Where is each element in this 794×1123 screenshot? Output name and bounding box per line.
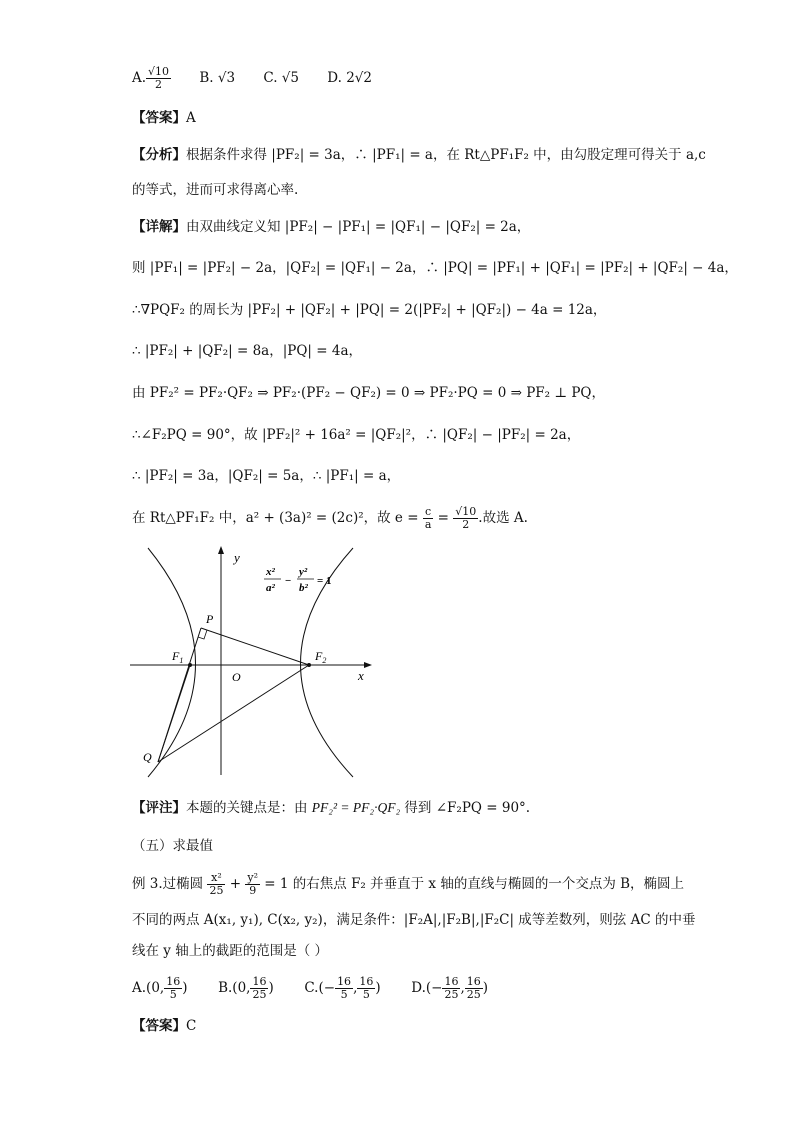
detail-line-2: 则 |PF₁| = |PF₂| − 2a，|QF₂| = |QF₁| − 2a，∴ |PQ| = |PF₁| + |QF₁| = |PF₂| + |QF₂| − 4a， bbox=[132, 260, 738, 276]
point-f2-label: $F_2$ bbox=[315, 649, 327, 665]
detail-line-4: ∴ |PF₂| + |QF₂| = 8a，|PQ| = 4a， bbox=[132, 343, 362, 359]
origin-label: O bbox=[232, 670, 241, 684]
point-f1 bbox=[188, 663, 192, 667]
option-c: C. √5 bbox=[263, 70, 299, 86]
svg-text:−: − bbox=[285, 575, 292, 587]
detail-line-7: ∴ |PF₂| = 3a，|QF₂| = 5a，∴ |PF₁| = a， bbox=[132, 468, 401, 484]
detail-line-3: ∴∇PQF₂ 的周长为 |PF₂| + |QF₂| + |PQ| = 2(|PF₂| + |QF₂|) − 4a = 12a， bbox=[132, 302, 607, 318]
point-q-label: Q bbox=[143, 750, 152, 764]
y-axis-label: y bbox=[234, 550, 240, 565]
section-title: （五）求最值 bbox=[132, 838, 213, 854]
hyperbola-equation bbox=[264, 566, 332, 594]
option2-b: B.(0, $\frac{16}{25}$ ) bbox=[218, 975, 274, 1001]
svg-text:y²: y² bbox=[299, 566, 308, 578]
answer-2: 【答案】C bbox=[132, 1018, 197, 1034]
hyperbola-figure bbox=[128, 540, 378, 780]
svg-text:x²: x² bbox=[266, 566, 275, 578]
option-a-fraction: $\frac{√10}{2}$ bbox=[148, 65, 170, 91]
analysis-line-1: 【分析】根据条件求得 |PF₂| = 3a，∴ |PF₁| = a，在 Rt△PF₁F₂ 中，由勾股定理可得关于 a,c bbox=[132, 147, 706, 163]
x-axis-label: x bbox=[358, 668, 364, 683]
segment-pf2 bbox=[201, 628, 309, 665]
option-d: D. 2√2 bbox=[327, 70, 372, 86]
svg-text:= 1: = 1 bbox=[317, 575, 332, 587]
point-f2 bbox=[307, 663, 311, 667]
option2-a: A.(0, $\frac{16}{5}$ ) bbox=[132, 975, 188, 1001]
example3-line-3: 线在 y 轴上的截距的范围是（ ） bbox=[132, 943, 329, 959]
option2-c: C.(− $\frac{16}{5}$ , $\frac{16}{5}$ ) bbox=[304, 975, 381, 1001]
x-axis-arrow bbox=[364, 662, 372, 668]
point-p-label: P bbox=[206, 612, 214, 626]
detail-line-8: 在 Rt△PF₁F₂ 中，a² + (3a)² = (2c)²，故 e = $\frac{c}{a}$ = $\frac{√10}{2}$ .故选 A. bbox=[132, 505, 528, 531]
option-b: B. √3 bbox=[199, 70, 236, 86]
options-row-2 bbox=[132, 976, 488, 1001]
options-row-1 bbox=[132, 66, 372, 91]
example3-line-2: 不同的两点 A(x₁, y₁), C(x₂, y₂)，满足条件：|F₂A|,|F₂B|,|F₂C| 成等差数列，则弦 AC 的中垂 bbox=[132, 912, 696, 928]
detail-line-6: ∴∠F₂PQ = 90°，故 |PF₂|² + 16a² = |QF₂|²，∴ |QF₂| − |PF₂| = 2a， bbox=[132, 427, 581, 443]
y-axis-arrow bbox=[218, 546, 224, 554]
answer-1: 【答案】A bbox=[132, 110, 196, 126]
svg-text:b²: b² bbox=[299, 582, 308, 594]
option2-d: D.(− $\frac{16}{25}$ , $\frac{16}{25}$ ) bbox=[411, 975, 489, 1001]
point-f1-label: $F_1$ bbox=[172, 649, 184, 665]
svg-text:a²: a² bbox=[266, 582, 275, 594]
option-a-label: A. bbox=[132, 70, 147, 86]
example3-line-1: 例 3.过椭圆 $\frac{\text{x²}}{25}$ + $\frac{\text{y²}}{9}$ = 1 的右焦点 F₂ 并垂直于 x 轴的直线与椭圆的一个交点为 B，椭圆上 bbox=[132, 871, 685, 897]
detail-line-5: 由 PF₂² = PF₂·QF₂ ⇒ PF₂·(PF₂ − QF₂) = 0 ⇒ PF₂·PQ = 0 ⇒ PF₂ ⊥ PQ， bbox=[132, 385, 605, 401]
analysis-line-2: 的等式，进而可求得离心率. bbox=[132, 182, 299, 198]
detail-line-1: 【详解】由双曲线定义知 |PF₂| − |PF₁| = |QF₁| − |QF₂| = 2a， bbox=[132, 219, 531, 235]
segment-qf1 bbox=[158, 665, 190, 762]
comment-line: 【评注】本题的关键点是：由 PF₂² = PF₂·QF₂ 得到 ∠F₂PQ = 90°. bbox=[132, 800, 531, 816]
